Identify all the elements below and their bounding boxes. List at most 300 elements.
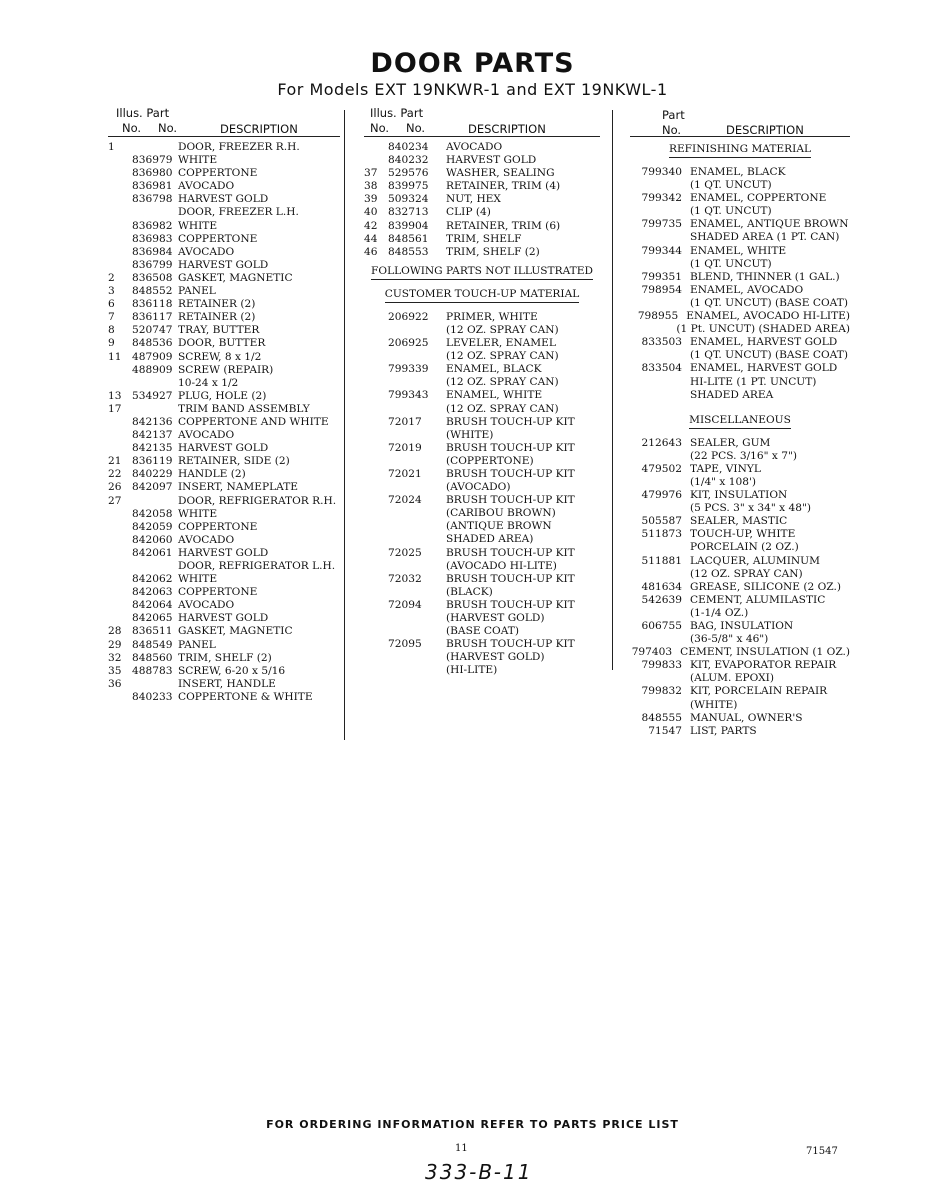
part-no: 836798 xyxy=(132,193,173,206)
illus-no: 36 xyxy=(108,677,122,690)
illus-no: 11 xyxy=(108,350,122,363)
part-description: WHITE xyxy=(178,573,218,586)
part-description: SHADED AREA xyxy=(690,388,774,401)
part-description: DOOR, BUTTER xyxy=(178,337,266,350)
part-no xyxy=(388,586,446,599)
section-heading xyxy=(364,265,600,278)
illus-no: 8 xyxy=(108,324,115,337)
part-no: 606755 xyxy=(641,620,682,632)
part-description: CEMENT, INSULATION (1 OZ.) xyxy=(680,646,850,659)
illus-no xyxy=(364,664,388,677)
part-description: TOUCH-UP, WHITE xyxy=(690,528,796,541)
part-description: HARVEST GOLD xyxy=(178,612,269,625)
part-row xyxy=(108,220,340,233)
part-description: COPPERTONE xyxy=(178,232,258,245)
part-no: 72017 xyxy=(388,415,422,428)
part-row xyxy=(630,437,850,450)
illus-no xyxy=(108,573,132,586)
illus-no: 21 xyxy=(108,455,122,468)
part-no: 842060 xyxy=(132,533,173,546)
illus-no xyxy=(364,311,388,324)
part-description: (WHITE) xyxy=(446,428,494,441)
part-row xyxy=(364,311,600,324)
part-description: COPPERTONE AND WHITE xyxy=(178,415,329,428)
parts-column-1 xyxy=(108,104,340,704)
part-row xyxy=(630,685,850,698)
part-no xyxy=(388,455,446,468)
part-no: 534927 xyxy=(132,389,173,402)
part-no xyxy=(388,403,446,416)
part-description: (1-1/4 OZ.) xyxy=(690,606,749,619)
section-heading xyxy=(364,288,600,301)
part-row xyxy=(108,586,340,599)
refinishing-list xyxy=(630,166,850,402)
part-no: 840229 xyxy=(132,468,173,481)
part-row xyxy=(630,310,850,323)
parts-list xyxy=(108,141,340,704)
touchup-list xyxy=(364,311,600,678)
illus-no xyxy=(364,507,388,520)
part-no: 488909 xyxy=(132,363,173,376)
part-row xyxy=(364,416,600,429)
illus-no xyxy=(108,416,132,429)
part-description: RETAINER, SIDE (2) xyxy=(178,455,290,468)
illus-no: 37 xyxy=(364,167,378,180)
part-description: (12 OZ. SPRAY CAN) xyxy=(446,376,559,389)
part-description: WHITE xyxy=(178,219,218,232)
part-row xyxy=(108,311,340,324)
illus-no xyxy=(364,324,388,337)
part-no: 842135 xyxy=(132,442,173,455)
part-row xyxy=(108,377,340,390)
part-description: CLIP (4) xyxy=(446,206,491,219)
column-divider-1 xyxy=(344,110,345,740)
part-row xyxy=(108,259,340,272)
part-no xyxy=(388,560,446,573)
part-description: COPPERTONE xyxy=(178,167,258,180)
part-no xyxy=(630,672,690,685)
illus-no: 3 xyxy=(108,285,115,298)
illus-no xyxy=(364,625,388,638)
part-row xyxy=(630,297,850,310)
part-no: 799832 xyxy=(641,685,682,698)
part-no xyxy=(388,507,446,520)
part-no: 842065 xyxy=(132,612,173,625)
part-row xyxy=(364,154,600,167)
part-description: BLEND, THINNER (1 GAL.) xyxy=(690,270,840,283)
part-no: 832713 xyxy=(388,206,429,219)
illus-no xyxy=(108,442,132,455)
illus-no: 46 xyxy=(364,245,378,258)
illus-no xyxy=(364,638,388,651)
part-no: 840234 xyxy=(388,141,429,153)
part-description: GASKET, MAGNETIC xyxy=(178,271,293,284)
part-row xyxy=(630,594,850,607)
part-row xyxy=(364,442,600,455)
part-row xyxy=(108,337,340,350)
part-row xyxy=(108,481,340,494)
part-description: BRUSH TOUCH-UP KIT xyxy=(446,441,575,454)
illus-no: 2 xyxy=(108,271,115,284)
parts-column-3 xyxy=(630,104,850,738)
part-row xyxy=(108,429,340,442)
part-no: 799340 xyxy=(641,166,682,178)
part-row xyxy=(108,403,340,416)
illus-no: 1 xyxy=(108,141,115,153)
part-row xyxy=(630,376,850,389)
part-no: 799735 xyxy=(641,218,682,231)
illus-no xyxy=(108,364,132,377)
part-no xyxy=(630,231,690,244)
part-no: 833504 xyxy=(641,362,682,375)
part-no: 848561 xyxy=(388,232,429,245)
part-row xyxy=(108,180,340,193)
illus-no xyxy=(364,547,388,560)
part-description: (ALUM. EPOXI) xyxy=(690,672,774,685)
part-description: DOOR, REFRIGERATOR L.H. xyxy=(178,560,336,572)
part-description: (5 PCS. 3" x 34" x 48") xyxy=(690,502,811,515)
illus-no: 39 xyxy=(364,193,378,206)
part-row xyxy=(364,481,600,494)
part-description: (1 QT. UNCUT) (BASE COAT) xyxy=(690,296,848,309)
part-row xyxy=(630,607,850,620)
illus-no xyxy=(108,246,132,259)
part-description: INSERT, HANDLE xyxy=(178,677,276,690)
part-row xyxy=(630,349,850,362)
part-description: HARVEST GOLD xyxy=(446,154,537,167)
part-description: (1 QT. UNCUT) xyxy=(690,179,772,192)
part-description: TRIM, SHELF (2) xyxy=(178,651,272,664)
part-row xyxy=(108,534,340,547)
illus-no xyxy=(364,363,388,376)
part-description: AVOCADO xyxy=(178,533,235,546)
part-description: LACQUER, ALUMINUM xyxy=(690,554,820,567)
part-description: BRUSH TOUCH-UP KIT xyxy=(446,598,575,611)
part-description: (BASE COAT) xyxy=(446,625,519,638)
part-description: BRUSH TOUCH-UP KIT xyxy=(446,572,575,585)
part-no xyxy=(132,560,178,573)
illus-no: 28 xyxy=(108,625,122,638)
part-row xyxy=(108,665,340,678)
part-no xyxy=(132,495,178,508)
part-description: ENAMEL, AVOCADO HI-LITE) xyxy=(686,310,850,323)
part-row xyxy=(108,468,340,481)
part-row xyxy=(364,507,600,520)
part-no: 797403 xyxy=(631,646,673,659)
part-row xyxy=(108,691,340,704)
part-row xyxy=(108,612,340,625)
part-description: AVOCADO xyxy=(178,429,235,442)
part-description: ENAMEL, HARVEST GOLD xyxy=(690,362,838,375)
part-row xyxy=(108,324,340,337)
section-heading xyxy=(630,414,850,427)
part-description: GREASE, SILICONE (2 OZ.) xyxy=(690,580,841,593)
part-description: BRUSH TOUCH-UP KIT xyxy=(446,467,575,480)
part-row xyxy=(364,180,600,193)
parts-column-2 xyxy=(364,104,600,677)
illus-no xyxy=(108,586,132,599)
part-no: 842137 xyxy=(132,429,173,442)
description-label: DESCRIPTION xyxy=(468,122,546,136)
illus-no: 29 xyxy=(108,638,122,651)
part-row xyxy=(630,463,850,476)
part-row xyxy=(364,324,600,337)
illus-no xyxy=(108,521,132,534)
part-description: (HARVEST GOLD) xyxy=(446,651,545,664)
part-no: 798955 xyxy=(637,310,679,323)
part-row xyxy=(108,206,340,219)
part-no xyxy=(388,625,446,638)
illus-no xyxy=(108,220,132,233)
illus-no xyxy=(108,508,132,521)
part-description: (1 QT. UNCUT) (BASE COAT) xyxy=(690,349,848,362)
page-subtitle: For Models EXT 19NKWR-1 and EXT 19NKWL-1 xyxy=(277,80,668,99)
part-no xyxy=(630,699,690,712)
part-description: LIST, PARTS xyxy=(690,724,757,737)
part-no: 842058 xyxy=(132,507,173,520)
illus-no xyxy=(364,403,388,416)
illus-no xyxy=(108,167,132,180)
part-no: 840232 xyxy=(388,154,429,167)
part-row xyxy=(630,389,850,402)
illus-no: 13 xyxy=(108,389,122,402)
part-no: 798954 xyxy=(641,283,682,296)
description-label: DESCRIPTION xyxy=(220,122,298,136)
part-description: SCREW, 8 x 1/2 xyxy=(178,350,262,363)
part-description: DOOR, REFRIGERATOR R.H. xyxy=(178,494,337,507)
page-number: 11 xyxy=(455,1143,468,1154)
illus-no xyxy=(364,455,388,468)
part-description: AVOCADO xyxy=(178,180,235,193)
section-heading-text: FOLLOWING PARTS NOT ILLUSTRATED xyxy=(371,265,593,280)
part-no xyxy=(132,403,178,416)
part-row xyxy=(630,659,850,672)
part-no-label: No. xyxy=(406,121,426,135)
illus-no xyxy=(108,259,132,272)
part-description: RETAINER (2) xyxy=(178,311,256,324)
illus-no xyxy=(364,429,388,442)
illus-no: 7 xyxy=(108,311,115,324)
part-row xyxy=(364,167,600,180)
part-description: (1 QT. UNCUT) xyxy=(690,257,772,270)
part-no: 836119 xyxy=(132,455,173,468)
part-row xyxy=(630,336,850,349)
part-row xyxy=(364,389,600,402)
part-description: HARVEST GOLD xyxy=(178,193,269,206)
part-no: 836117 xyxy=(132,311,173,324)
column-divider-2 xyxy=(612,110,613,670)
part-description: HARVEST GOLD xyxy=(178,442,269,455)
part-row xyxy=(108,639,340,652)
part-row xyxy=(630,218,850,231)
part-description: (WHITE) xyxy=(690,698,738,711)
part-row xyxy=(630,284,850,297)
parts-list xyxy=(364,141,600,259)
part-no: 799342 xyxy=(641,192,682,205)
part-row xyxy=(630,555,850,568)
part-row xyxy=(630,581,850,594)
part-row xyxy=(364,468,600,481)
illus-no: 44 xyxy=(364,232,378,245)
part-description: (12 OZ. SPRAY CAN) xyxy=(446,402,559,415)
part-row xyxy=(108,154,340,167)
part-no xyxy=(630,376,690,389)
part-description: (HI-LITE) xyxy=(446,664,498,677)
part-no xyxy=(388,376,446,389)
description-label: DESCRIPTION xyxy=(726,123,804,137)
illus-no: 22 xyxy=(108,468,122,481)
part-row xyxy=(108,573,340,586)
part-no xyxy=(132,141,178,154)
part-description: GASKET, MAGNETIC xyxy=(178,625,293,638)
illus-no xyxy=(108,560,132,573)
illus-no xyxy=(364,651,388,664)
part-description: RETAINER, TRIM (6) xyxy=(446,219,561,232)
illus-no xyxy=(108,180,132,193)
part-row xyxy=(630,245,850,258)
part-description: COPPERTONE & WHITE xyxy=(178,690,313,703)
part-no: 511873 xyxy=(641,528,682,541)
section-heading-text: REFINISHING MATERIAL xyxy=(669,143,811,158)
illus-no: 40 xyxy=(364,206,378,219)
part-row xyxy=(630,323,850,336)
part-description: BRUSH TOUCH-UP KIT xyxy=(446,415,575,428)
part-row xyxy=(364,141,600,154)
part-row xyxy=(108,508,340,521)
column-header xyxy=(630,104,850,137)
part-row xyxy=(108,547,340,560)
part-description: INSERT, NAMEPLATE xyxy=(178,481,299,494)
part-no xyxy=(132,206,178,219)
part-no: 836979 xyxy=(132,154,173,167)
part-description: AVOCADO xyxy=(446,141,503,153)
part-row xyxy=(630,699,850,712)
part-row xyxy=(108,599,340,612)
part-description: DOOR, FREEZER L.H. xyxy=(178,206,299,219)
part-no: 212643 xyxy=(641,436,682,449)
part-row xyxy=(364,664,600,677)
part-row xyxy=(630,179,850,192)
part-no: 836981 xyxy=(132,180,173,193)
part-row xyxy=(630,725,850,738)
part-description: (12 OZ. SPRAY CAN) xyxy=(690,567,803,580)
illus-no xyxy=(364,442,388,455)
part-description: (CARIBOU BROWN) xyxy=(446,507,556,520)
part-no: 72025 xyxy=(388,546,422,559)
part-no xyxy=(132,678,178,691)
part-description: ENAMEL, COPPERTONE xyxy=(690,192,827,205)
part-row xyxy=(364,651,600,664)
part-description: SHADED AREA (1 PT. CAN) xyxy=(690,231,840,244)
part-no: 842136 xyxy=(132,415,173,428)
part-description: (1/4" x 108') xyxy=(690,475,757,488)
part-description: (COPPERTONE) xyxy=(446,454,534,467)
illus-no xyxy=(108,377,132,390)
part-no xyxy=(388,664,446,677)
part-description: AVOCADO xyxy=(178,245,235,258)
part-description: ENAMEL, BLACK xyxy=(446,363,542,376)
part-row xyxy=(364,573,600,586)
part-row xyxy=(630,231,850,244)
illus-no xyxy=(108,429,132,442)
handwritten-note: 333-B-11 xyxy=(425,1160,533,1184)
illus-no: 26 xyxy=(108,481,122,494)
illus-no xyxy=(108,599,132,612)
part-description: WASHER, SEALING xyxy=(446,167,555,180)
part-row xyxy=(364,403,600,416)
illus-no: 35 xyxy=(108,664,122,677)
part-description: ENAMEL, WHITE xyxy=(446,389,543,402)
part-no xyxy=(388,481,446,494)
part-description: ENAMEL, AVOCADO xyxy=(690,283,804,296)
part-row xyxy=(630,362,850,375)
part-row xyxy=(108,678,340,691)
part-no: 842062 xyxy=(132,573,173,586)
part-no xyxy=(388,651,446,664)
part-no xyxy=(630,450,690,463)
part-row xyxy=(108,233,340,246)
part-description: DOOR, FREEZER R.H. xyxy=(178,141,300,153)
part-row xyxy=(364,547,600,560)
illus-no xyxy=(364,586,388,599)
part-description: HI-LITE (1 PT. UNCUT) xyxy=(690,375,817,388)
part-no: 842097 xyxy=(132,481,173,494)
part-row xyxy=(108,416,340,429)
part-no: 836508 xyxy=(132,271,173,284)
part-row xyxy=(630,528,850,541)
part-description: TRIM BAND ASSEMBLY xyxy=(178,402,310,415)
illus-no xyxy=(364,337,388,350)
part-row xyxy=(364,625,600,638)
part-no: 839904 xyxy=(388,219,429,232)
part-row xyxy=(364,206,600,219)
part-description: KIT, EVAPORATOR REPAIR xyxy=(690,659,837,672)
part-row xyxy=(630,515,850,528)
part-no: 529576 xyxy=(388,167,429,180)
illus-no xyxy=(364,599,388,612)
part-description: TAPE, VINYL xyxy=(690,462,761,475)
part-row xyxy=(630,646,850,659)
part-no xyxy=(388,429,446,442)
part-no: 842064 xyxy=(132,599,173,612)
part-no: 509324 xyxy=(388,193,429,206)
part-description: COPPERTONE xyxy=(178,520,258,533)
illus-no: 27 xyxy=(108,494,122,507)
part-no: 71547 xyxy=(648,724,682,737)
part-no: 72021 xyxy=(388,467,422,480)
part-description: PANEL xyxy=(178,285,216,298)
part-no: 72024 xyxy=(388,494,422,507)
part-description: (AVOCADO HI-LITE) xyxy=(446,559,557,572)
part-no: 848560 xyxy=(132,651,173,664)
part-no: 479502 xyxy=(641,462,682,475)
part-description: TRIM, SHELF xyxy=(446,232,522,245)
part-no: 836118 xyxy=(132,298,173,311)
part-no: 840233 xyxy=(132,690,173,703)
part-no: 206922 xyxy=(388,310,429,323)
illus-no xyxy=(108,691,132,704)
part-no: 799351 xyxy=(641,270,682,283)
part-no xyxy=(630,568,690,581)
illus-no xyxy=(108,547,132,560)
part-description: (BLACK) xyxy=(446,585,493,598)
part-no: 842059 xyxy=(132,520,173,533)
part-description: PANEL xyxy=(178,638,216,651)
part-no xyxy=(630,205,690,218)
part-description: BRUSH TOUCH-UP KIT xyxy=(446,546,575,559)
part-description: (AVOCADO) xyxy=(446,481,511,494)
part-no: 72032 xyxy=(388,572,422,585)
